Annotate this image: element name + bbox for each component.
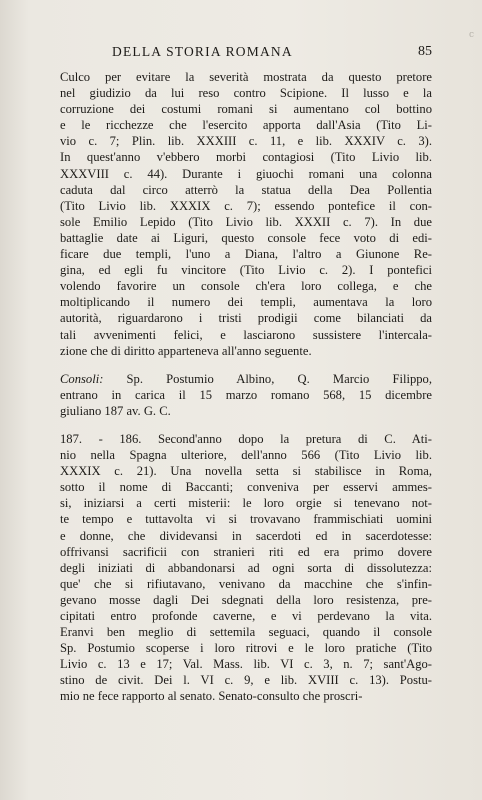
paragraph-3 [60,431,432,705]
running-title: DELLA STORIA ROMANA [112,44,293,59]
text-line: offrivansi sacrificii con stranieri riti ed era primo dovere [60,544,432,559]
text-line: Eranvi ben meglio di settemila seguaci, quando il console [60,625,432,640]
text-line: giuliano 187 av. G. C. [60,403,171,418]
text-line: sotto il nome di Baccanti; conveniva per esservi ammes- [60,480,432,495]
paragraph-gap [60,419,432,431]
paragraph-1 [60,69,432,359]
text-line: 187. - 186. Second'anno dopo la pretura di C. Ati- [60,431,432,446]
text-line: Culco per evitare la severità mostrata da questo pretore [60,70,432,84]
text-line: que' che si rifiutavano, venivano da macchine che s'infin- [60,576,432,591]
consoli-first-line [60,371,432,387]
text-line: In quest'anno v'ebbero morbi contagiosi (Tito Livio lib. [60,150,432,165]
text-line: gevano mosse dagli Dei sdegnati della loro resistenza, pre- [60,592,432,607]
text-line: XXXIX c. 21). Una novella setta si stabilisce in Roma, [60,464,432,479]
text-line: gina, ed egli fu vincitore (Tito Livio c. 2). I pontefici [60,263,432,278]
consoli-paragraph [60,371,432,419]
page-number: 85 [418,44,432,59]
text-line: mio ne fece rapporto al senato. Senato-consulto che proscri- [60,689,363,704]
consoli-label: Consoli: [60,371,104,386]
text-line: ficare due templi, l'uno a Diana, l'altro a Giunone Re- [60,247,432,262]
text-line: entrano in carica il 15 marzo romano 568, 15 dicembre [60,387,432,402]
text-line: battaglie date ai Liguri, questo console fece voto di edi- [60,230,432,245]
text-line: vio c. 7; Plin. lib. XXXIII c. 11, e lib. XXXIV c. 3). [60,134,432,149]
text-line: sole Emilio Lepido (Tito Livio lib. XXXII c. 7). In due [60,214,432,229]
text-line: te tempo e tuttavolta vi si trovavano frammischiati uomini [60,512,432,527]
text-line: stino de civit. Dei l. VI c. 9, e lib. XVIII c. 13). Postu- [60,673,432,688]
text-line: tali avvenimenti felici, e lasciarono sussistere l'intercala- [60,327,432,342]
text-line: XXXVIII c. 44). Durante i giuochi romani una colonna [60,166,432,181]
text-line: Livio c. 13 e 17; Val. Mass. lib. VI c. 3, n. 7; sant'Ago- [60,657,432,672]
text-line: nel giudizio da lui reso contro Scipione. Il lusso e la [60,86,432,101]
paragraph-gap [60,359,432,371]
text-line: e donne, che dividevansi in sacerdoti ed in sacerdotesse: [60,528,432,543]
text-line: si, iniziarsi a certi misterii: le loro orgie si tenevano not- [60,496,432,511]
text-line: autorità, riguardarono i tristi prodigii come bilanciati da [60,311,432,326]
margin-mark: c [468,30,474,40]
page-body [60,69,432,705]
text-line: caduta dal circo atterrò la statua della Dea Pollentia [60,182,432,197]
text-line: e le ricchezze che l'esercito apporta dall'Asia (Tito Li- [60,118,432,133]
text-line: zione che di diritto apparteneva all'anno seguente. [60,343,312,358]
text-line: nio nella Spagna ulteriore, dell'anno 566 (Tito Livio lib. [60,448,432,463]
page-header [60,44,432,64]
text-line: degli iniziati di abbandonarsi ad ogni sorta di dissolutezza: [60,560,432,575]
text-line: cipitati entro profonde caverne, e vi perdevano la vita. [60,609,432,623]
text-line: Sp. Postumio scoperse i loro ritrovi e le loro pratiche (Tito [60,641,432,656]
text-line: corruzione dei costumi romani si aumentano col bottino [60,102,432,117]
text-line: volendo favorire un console ch'era loro collega, e che [60,279,432,294]
text-line: (Tito Livio lib. XXXIX c. 7); essendo pontefice il con- [60,198,432,213]
consoli-names: Sp. Postumio Albino, Q. Marcio Filippo, [103,371,432,386]
text-line: moltiplicando il numero dei templi, aumentava la loro [60,295,432,310]
